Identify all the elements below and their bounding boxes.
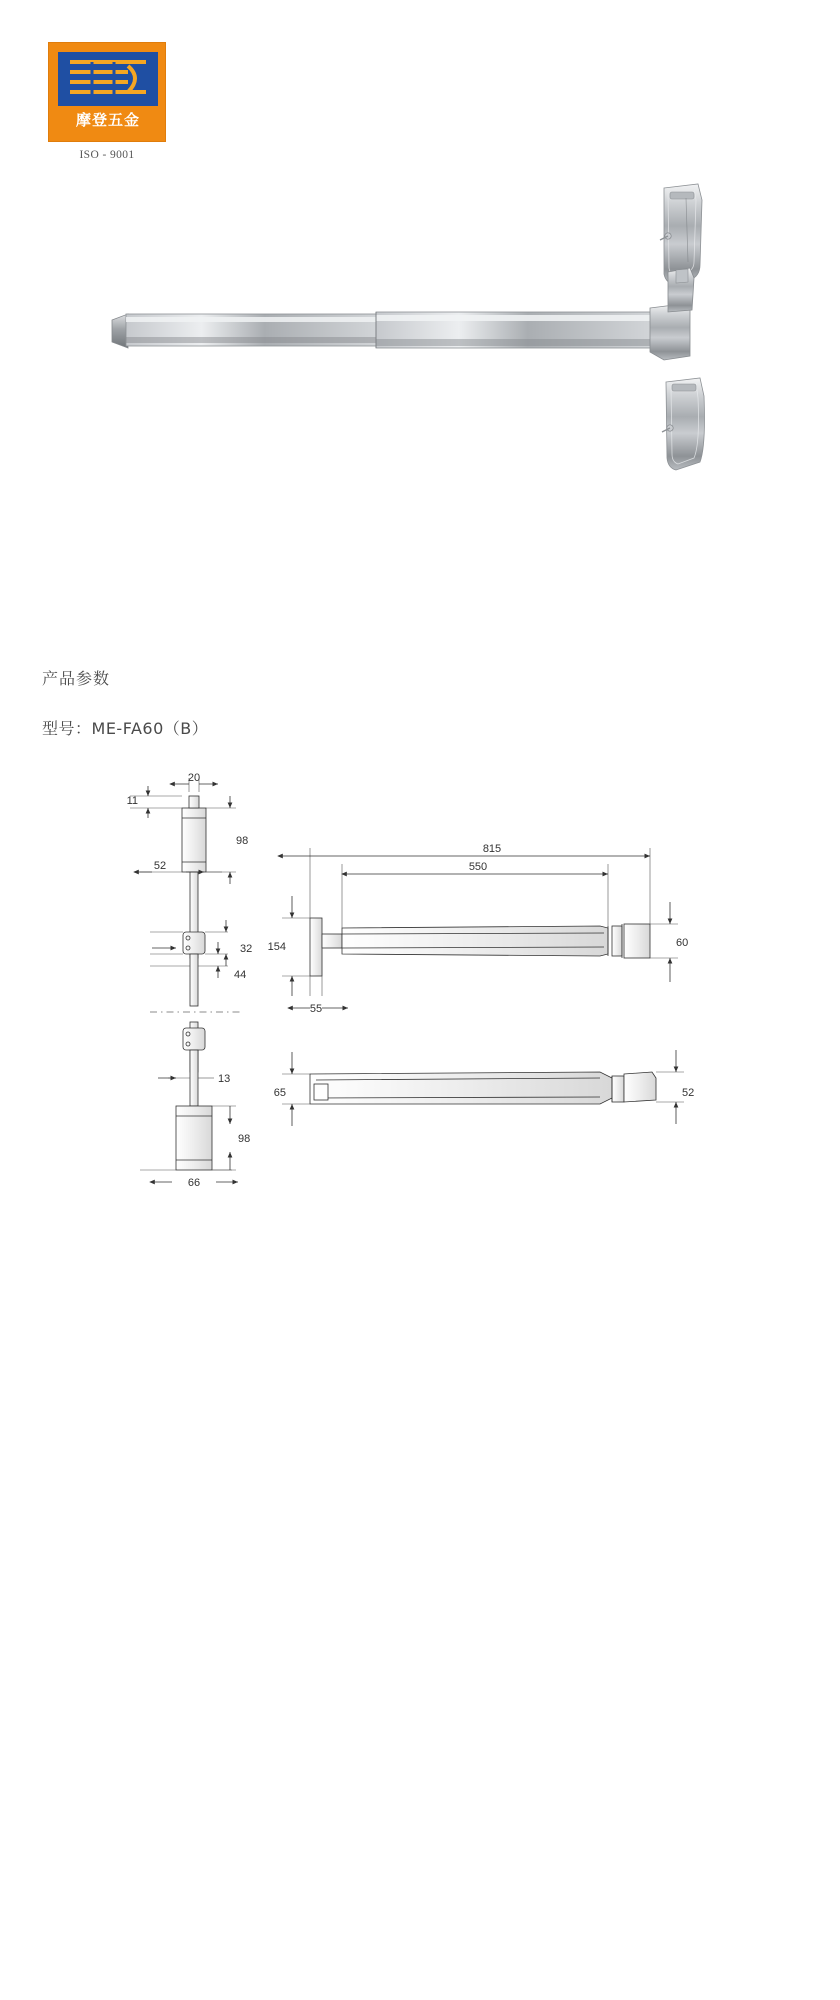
dim-52: 52 xyxy=(153,860,167,872)
product-photo-area xyxy=(0,170,840,590)
push-bar-assembly xyxy=(112,268,694,360)
logo-mark-icon xyxy=(58,52,158,106)
model-value: ME-FA60（B） xyxy=(91,719,209,738)
logo-box xyxy=(48,42,166,142)
dim-60: 60 xyxy=(676,937,689,949)
dim-154: 154 xyxy=(267,941,286,953)
dim-98-top: 98 xyxy=(236,835,249,847)
logo-chinese-name: 摩登五金 xyxy=(75,111,140,129)
dim-32: 32 xyxy=(240,943,253,955)
dim-65: 65 xyxy=(273,1087,286,1099)
dim-98-bottom: 98 xyxy=(238,1133,251,1145)
iso-certification-text: ISO - 9001 xyxy=(79,149,135,161)
dim-44: 44 xyxy=(234,969,247,981)
dim-20: 20 xyxy=(187,772,201,784)
dim-815: 815 xyxy=(482,843,502,855)
bottom-latch-bracket xyxy=(662,378,705,470)
section-heading-parameters: 产品参数 xyxy=(42,669,111,688)
dim-13: 13 xyxy=(218,1073,231,1085)
technical-drawing-area xyxy=(0,756,840,1316)
brand-logo-block xyxy=(48,42,166,161)
panic-exit-device-photo xyxy=(0,170,840,590)
dim-550: 550 xyxy=(468,861,488,873)
dim-55: 55 xyxy=(309,1003,323,1015)
logo-inner-panel xyxy=(58,52,158,106)
dim-52-right: 52 xyxy=(682,1087,695,1099)
model-label: 型号： xyxy=(42,719,92,738)
top-latch-bracket xyxy=(660,184,702,284)
model-line xyxy=(42,716,208,739)
dimension-drawing xyxy=(0,756,840,1316)
dim-11: 11 xyxy=(126,795,138,807)
dim-66: 66 xyxy=(187,1177,201,1189)
